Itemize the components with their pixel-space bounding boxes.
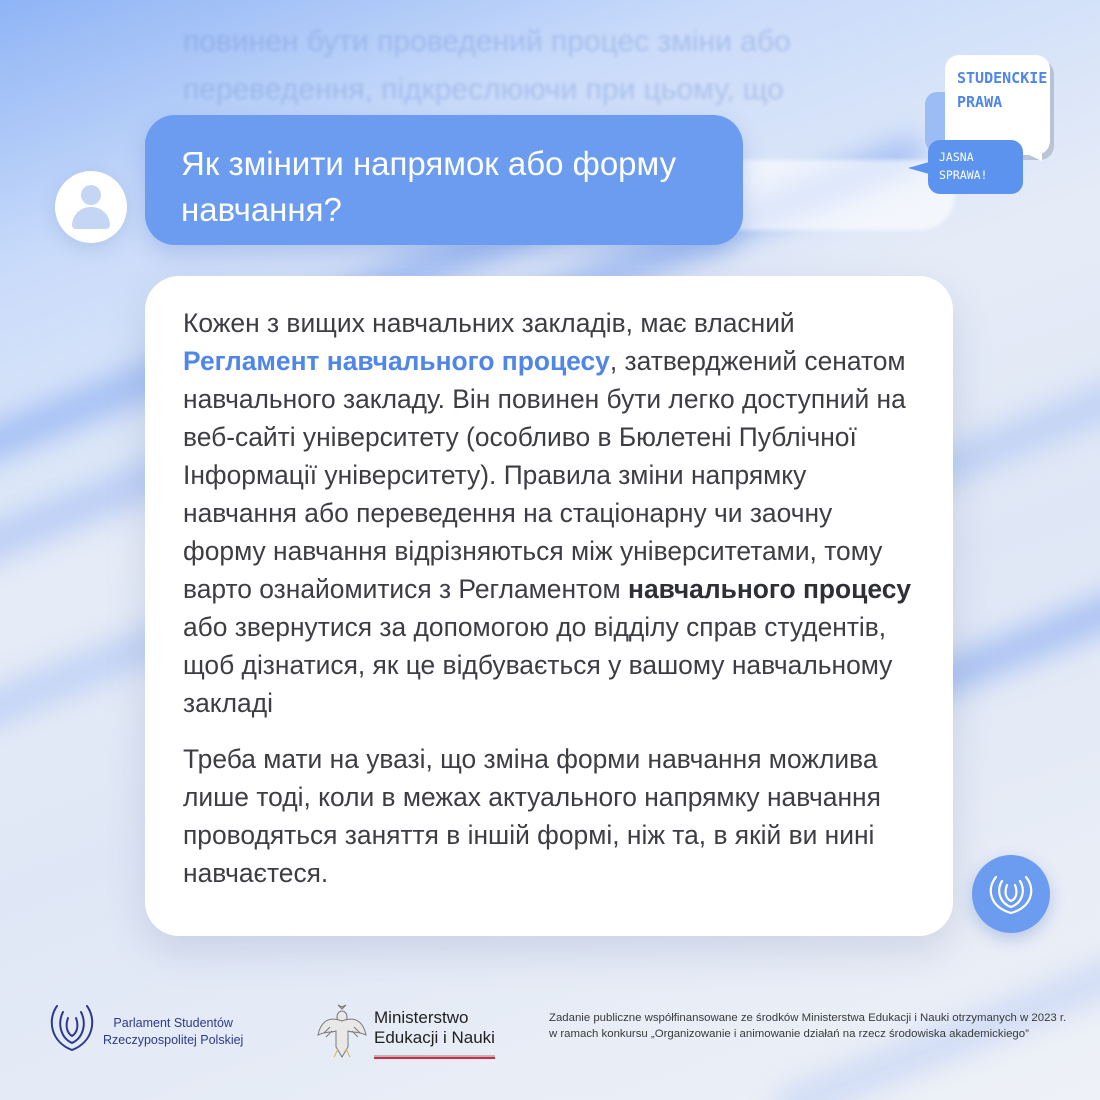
- psrp-footer-logo-icon: [45, 1000, 99, 1061]
- question-bubble: [145, 115, 743, 245]
- answer-bubble: [145, 276, 953, 936]
- funding-disclaimer: Zadanie publiczne współfinansowane ze środków Ministerstwa Edukacji i Nauki otrzymanych w 2023 r. w ramach konkursu „Organizowanie i animowanie działań na rzecz środowiska akademickiego”: [549, 1012, 1067, 1040]
- polish-eagle-icon: [316, 1003, 368, 1066]
- ministry-name: Ministerstwo Edukacji i Nauki: [374, 1008, 495, 1047]
- jasna-sprawa-text: JASNA SPRAWA!: [939, 150, 988, 182]
- background-blurred-text: повинен бути проведений процес зміни або переведення, підкреслюючи при цьому, що: [183, 25, 791, 106]
- badge-title: STUDENCKIE PRAWA: [957, 69, 1048, 111]
- flag-stripe: [374, 1055, 495, 1059]
- answer-paragraph-2: Треба мати на увазі, що зміна форми навчання можлива лише тоді, коли в межах актуального напрямку навчання проводяться заняття в іншій формі, ніж та, в якій ви нині навчаєтеся.: [183, 744, 881, 888]
- question-text: Як змінити напрямок або форму навчання?: [181, 145, 677, 228]
- psrp-name: Parlament Studentów Rzeczypospolitej Polskiej: [103, 1016, 244, 1047]
- psrp-logo-icon: [972, 855, 1050, 933]
- answer-paragraph-1: Кожен з вищих навчальних закладів, має власний Регламент навчального процесу, затверджений сенатом навчального закладу. Він повинен бути легко доступний на веб-сайті університету (особливо в Бюлетені Публічної Інформації університету). Правила зміни напрямку навчання або переведення на стаціонарну чи заочну форму навчання відрізняються між університетами, тому варто ознайомитися з Регламентом навчального процесу або звернутися за допомогою до відділу справ студентів, щоб дізнатися, як це відбувається у вашому навчальному закладі: [183, 308, 912, 718]
- user-avatar-icon: [55, 171, 127, 243]
- regulation-link[interactable]: Регламент навчального процесу: [183, 346, 610, 376]
